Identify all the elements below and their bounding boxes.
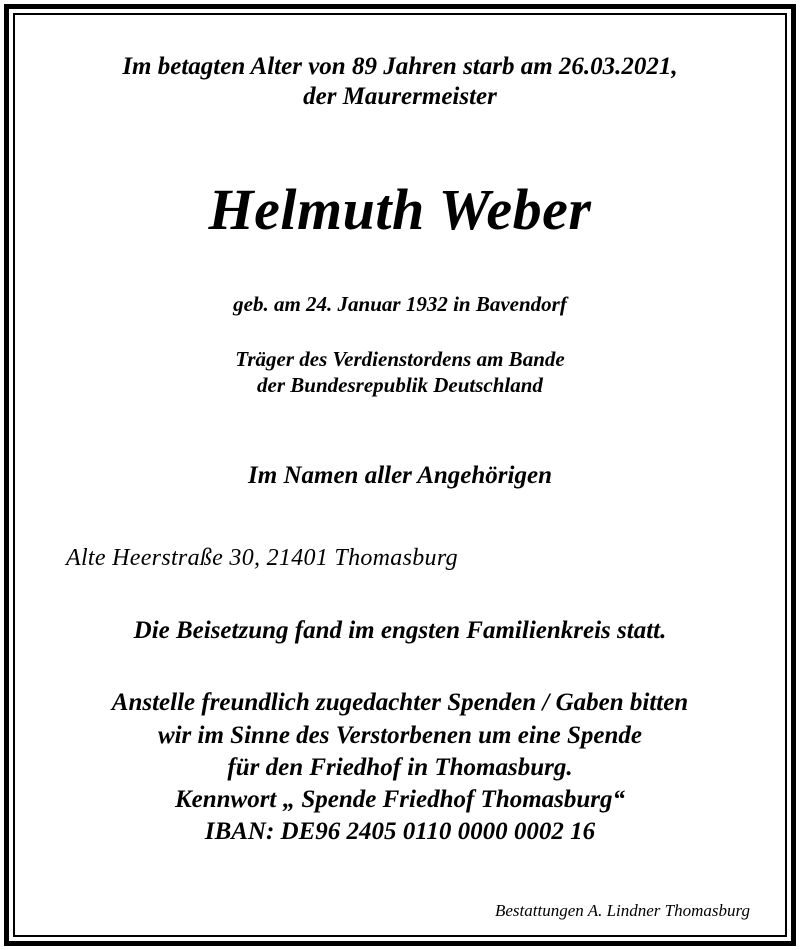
burial-notice: Die Beisetzung fand im engsten Familienkreis statt.: [133, 617, 667, 644]
honor-line-1: Träger des Verdienstordens am Bande: [235, 347, 565, 371]
donation-line-2: wir im Sinne des Verstorbenen um eine Spende: [157, 722, 643, 749]
donation-iban: IBAN: DE96 2405 0110 0000 0002 16: [204, 818, 596, 845]
family-signature: Im Namen aller Angehörigen: [248, 462, 552, 489]
intro-line-1: Im betagten Alter von 89 Jahren starb am 26.03.2021,: [122, 53, 678, 80]
family-address: Alte Heerstraße 30, 21401 Thomasburg: [66, 545, 458, 571]
honor-line-2: der Bundesrepublik Deutschland: [257, 373, 543, 397]
donation-line-4: Kennwort „ Spende Friedhof Thomasburg“: [174, 786, 626, 813]
donation-line-1: Anstelle freundlich zugedachter Spenden / Gaben bitten: [111, 689, 689, 716]
undertaker-credit: Bestattungen A. Lindner Thomasburg: [494, 901, 750, 920]
intro-line-2: der Maurermeister: [303, 83, 497, 110]
deceased-name: Helmuth Weber: [208, 177, 592, 242]
donation-line-3: für den Friedhof in Thomasburg.: [227, 754, 573, 781]
birth-info: geb. am 24. Januar 1932 in Bavendorf: [233, 292, 567, 316]
